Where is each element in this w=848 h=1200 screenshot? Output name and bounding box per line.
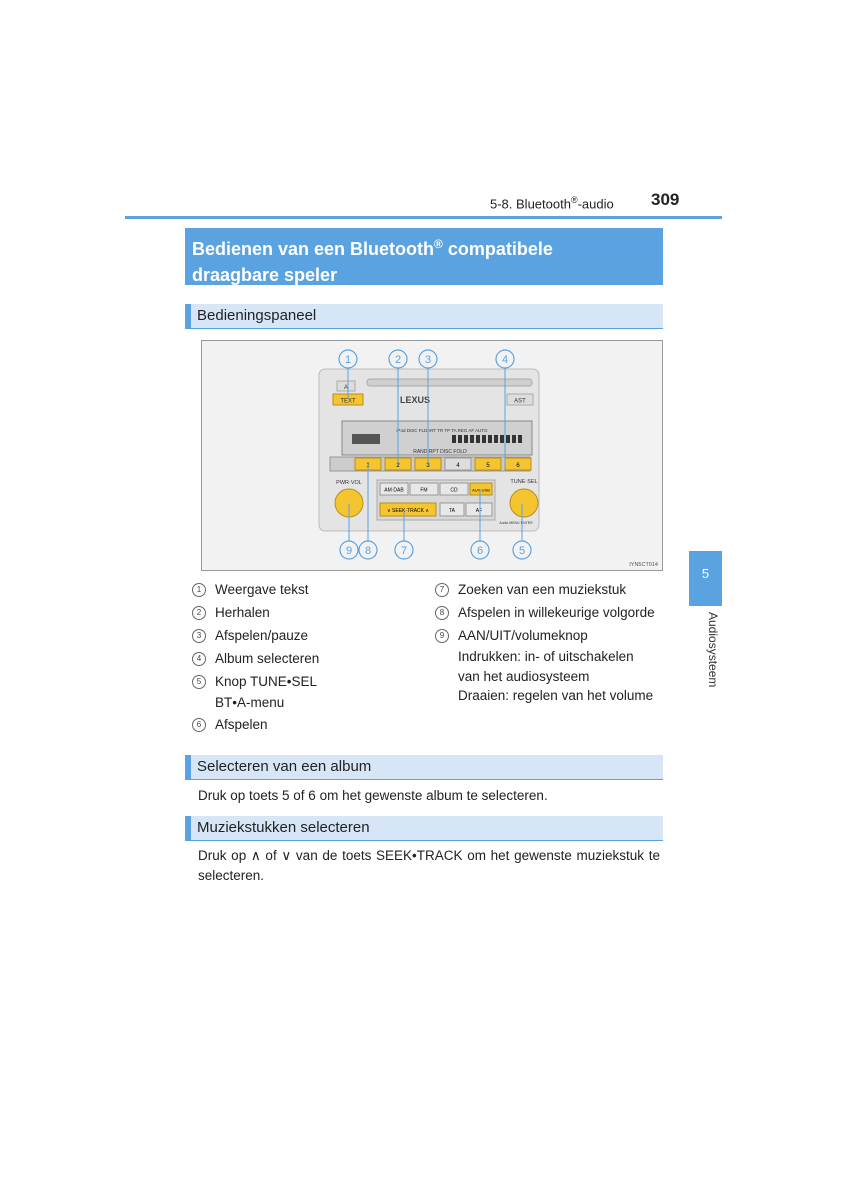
legend-number: 9 — [435, 629, 449, 643]
page-number: 309 — [651, 190, 680, 209]
aux-label: AUX·USB — [472, 487, 490, 493]
legend-item: 3 Afspelen/pauze — [192, 624, 319, 647]
seek-track-label: ∨ SEEK·TRACK ∧ — [386, 508, 430, 514]
callout-4: 4 — [501, 354, 509, 366]
legend-number: 8 — [435, 606, 449, 620]
audio-panel-figure — [201, 340, 663, 571]
legend-item: 4 Album selecteren — [192, 647, 319, 670]
legend-item: 1 Weergave tekst — [192, 578, 319, 601]
legend-item: 8 Afspelen in willekeurige volgorde — [435, 601, 655, 624]
preset-3: 3 — [426, 463, 430, 469]
legend-right — [435, 578, 655, 706]
legend-number: 4 — [192, 652, 206, 666]
audio-panel-illustration — [202, 341, 662, 570]
legend-item: 6 Afspelen — [192, 713, 319, 736]
chapter-tab[interactable]: 5 — [689, 551, 722, 606]
af-label: AF — [475, 508, 483, 514]
legend-number: 1 — [192, 583, 206, 597]
callout-9: 9 — [345, 545, 353, 557]
page-title: Bedienen van een Bluetooth® compatibele draagbare speler — [185, 228, 663, 285]
fm-label: FM — [420, 487, 428, 494]
text-btn-label: TEXT — [340, 398, 356, 405]
callout-3: 3 — [424, 354, 432, 366]
ta-label: TA — [448, 508, 456, 514]
legend-item: 2 Herhalen — [192, 601, 319, 624]
legend-number: 2 — [192, 606, 206, 620]
am-dab-label: AM·DAB — [384, 487, 404, 494]
legend-number: 5 — [192, 675, 206, 689]
preset-1: 1 — [366, 463, 370, 469]
callout-5: 5 — [518, 545, 526, 557]
section-heading-panel: Bedieningspaneel — [185, 304, 663, 329]
brand-logo: LEXUS — [399, 395, 431, 405]
legend-left — [192, 578, 319, 736]
tracks-paragraph: Druk op ∧ of ∨ van de toets SEEK•TRACK om het gewenste muziekstuk te selecteren. — [198, 848, 660, 883]
section-title: 5-8. Bluetooth®-audio — [490, 195, 614, 212]
tune-sel-label: TUNE·SEL — [510, 479, 538, 485]
callout-7: 7 — [400, 545, 408, 557]
cd-label: CD — [450, 487, 458, 494]
legend-item: 9 AAN/UIT/volumeknop Indrukken: in- of uitschakelen van het audiosysteem Draaien: regelen van het volume — [435, 624, 655, 706]
section-heading-album: Selecteren van een album — [185, 755, 663, 780]
legend-item: 5 Knop TUNE•SEL BT•A-menu — [192, 670, 319, 713]
legend-number: 7 — [435, 583, 449, 597]
preset-5: 5 — [486, 463, 490, 469]
preset-4: 4 — [456, 463, 460, 469]
album-paragraph: Druk op toets 5 of 6 om het gewenste album te selecteren. — [198, 788, 548, 803]
a-btn-label: A — [343, 385, 349, 391]
callout-6: 6 — [476, 545, 484, 557]
callout-1: 1 — [344, 354, 352, 366]
ast-btn-label: AST — [514, 398, 526, 405]
legend-item: 7 Zoeken van een muziekstuk — [435, 578, 655, 601]
pwr-vol-label: PWR·VOL — [336, 480, 362, 486]
header-rule — [125, 216, 722, 219]
menu-enter-label: Audio MENU·ENTER — [499, 521, 533, 525]
section-heading-tracks: Muziekstukken selecteren — [185, 816, 663, 841]
legend-number: 3 — [192, 629, 206, 643]
chapter-label: Audiosysteem — [706, 612, 720, 688]
callout-2: 2 — [394, 354, 402, 366]
preset-2: 2 — [396, 463, 400, 469]
callout-8: 8 — [364, 545, 372, 557]
display-top: iPod DISC FLDART TR TP TA REG AF AUTO — [396, 428, 488, 433]
legend-number: 6 — [192, 718, 206, 732]
preset-6: 6 — [516, 463, 520, 469]
figure-code: IYN5CT014 — [629, 562, 658, 568]
display-bottom: RAND RPT DISC FOLD — [413, 449, 467, 455]
